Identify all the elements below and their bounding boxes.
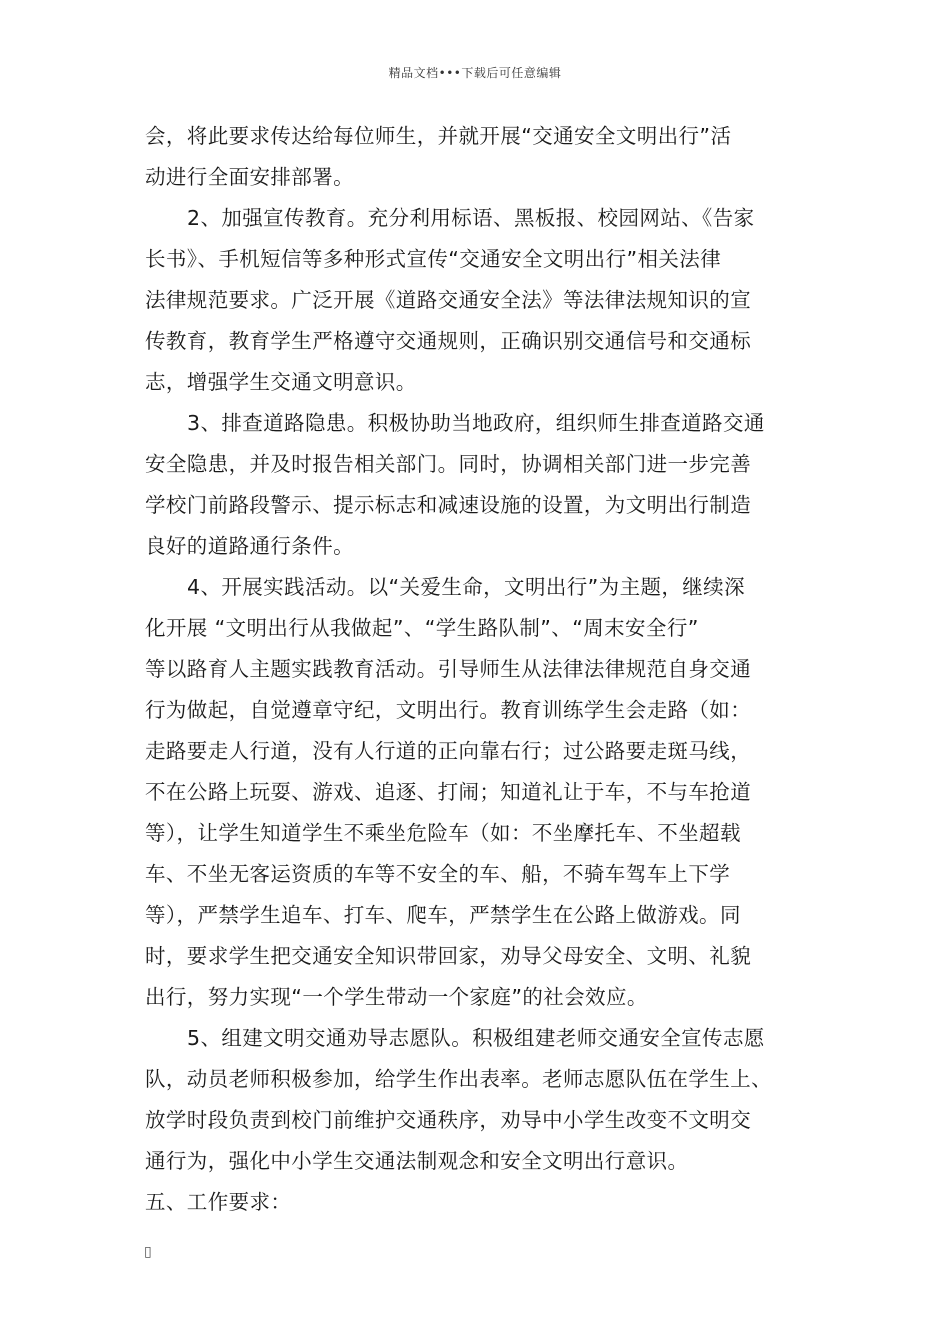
text-line: 动进行全面安排部署。: [145, 165, 354, 189]
text-line: 学校门前路段警示、提示标志和减速设施的设置，为文明出行制造: [145, 493, 752, 517]
text-line: 出行，努力实现“一个学生带动一个家庭”的社会效应。: [145, 985, 648, 1009]
text-line: 长书》、手机短信等多种形式宣传“交通安全文明出行”相关法律: [145, 247, 722, 271]
text-line: 时，要求学生把交通安全知识带回家，劝导父母安全、文明、礼貌: [145, 944, 752, 968]
text-line: 会，将此要求传达给每位师生，并就开展“交通安全文明出行”活: [145, 124, 732, 148]
text-line: 等），让学生知道学生不乘坐危险车（如：不坐摩托车、不坐超载: [145, 821, 741, 845]
text-line: 安全隐患，并及时报告相关部门。同时，协调相关部门进一步完善: [145, 452, 752, 476]
page-footer-mark: ▯: [144, 1244, 152, 1260]
text-line: 放学时段负责到校门前维护交通秩序，劝导中小学生改变不文明交: [145, 1108, 752, 1132]
text-line: 走路要走人行道，没有人行道的正向靠右行；过公路要走斑马线，: [145, 739, 752, 763]
text-line: 传教育，教育学生严格遵守交通规则，正确识别交通信号和交通标: [145, 329, 752, 353]
text-line: 等以路育人主题实践教育活动。引导师生从法律法律规范自身交通: [145, 657, 752, 681]
page-header: 精品文档•••下载后可任意编辑: [388, 66, 562, 80]
paragraph-first-line: 3、排查道路隐患。积极协助当地政府，组织师生排查道路交通: [187, 411, 765, 435]
text-line: 行为做起，自觉遵章守纪，文明出行。教育训练学生会走路（如：: [145, 698, 752, 722]
text-line: 队，动员老师积极参加，给学生作出表率。老师志愿队伍在学生上、: [145, 1067, 772, 1091]
text-line: 化开展 “文明出行从我做起”、“学生路队制”、“周末安全行”: [145, 616, 699, 640]
text-line: 通行为，强化中小学生交通法制观念和安全文明出行意识。: [145, 1149, 689, 1173]
text-line: 法律规范要求。广泛开展《道路交通安全法》等法律法规知识的宣: [145, 288, 752, 312]
text-line: 等），严禁学生追车、打车、爬车，严禁学生在公路上做游戏。同: [145, 903, 741, 927]
paragraph-first-line: 2、加强宣传教育。充分利用标语、黑板报、校园网站、《告家: [187, 206, 755, 230]
text-line: 志，增强学生交通文明意识。: [145, 370, 417, 394]
paragraph-first-line: 5、组建文明交通劝导志愿队。积极组建老师交通安全宣传志愿: [187, 1026, 765, 1050]
text-line: 良好的道路通行条件。: [145, 534, 354, 558]
document-body: [145, 116, 810, 1223]
text-line: 不在公路上玩耍、游戏、追逐、打闹；知道礼让于车，不与车抢道: [145, 780, 752, 804]
text-line: 车、不坐无客运资质的车等不安全的车、船，不骑车驾车上下学: [145, 862, 731, 886]
text-line: 五、工作要求：: [145, 1190, 292, 1214]
paragraph-first-line: 4、开展实践活动。以“关爱生命，文明出行”为主题，继续深: [187, 575, 745, 599]
